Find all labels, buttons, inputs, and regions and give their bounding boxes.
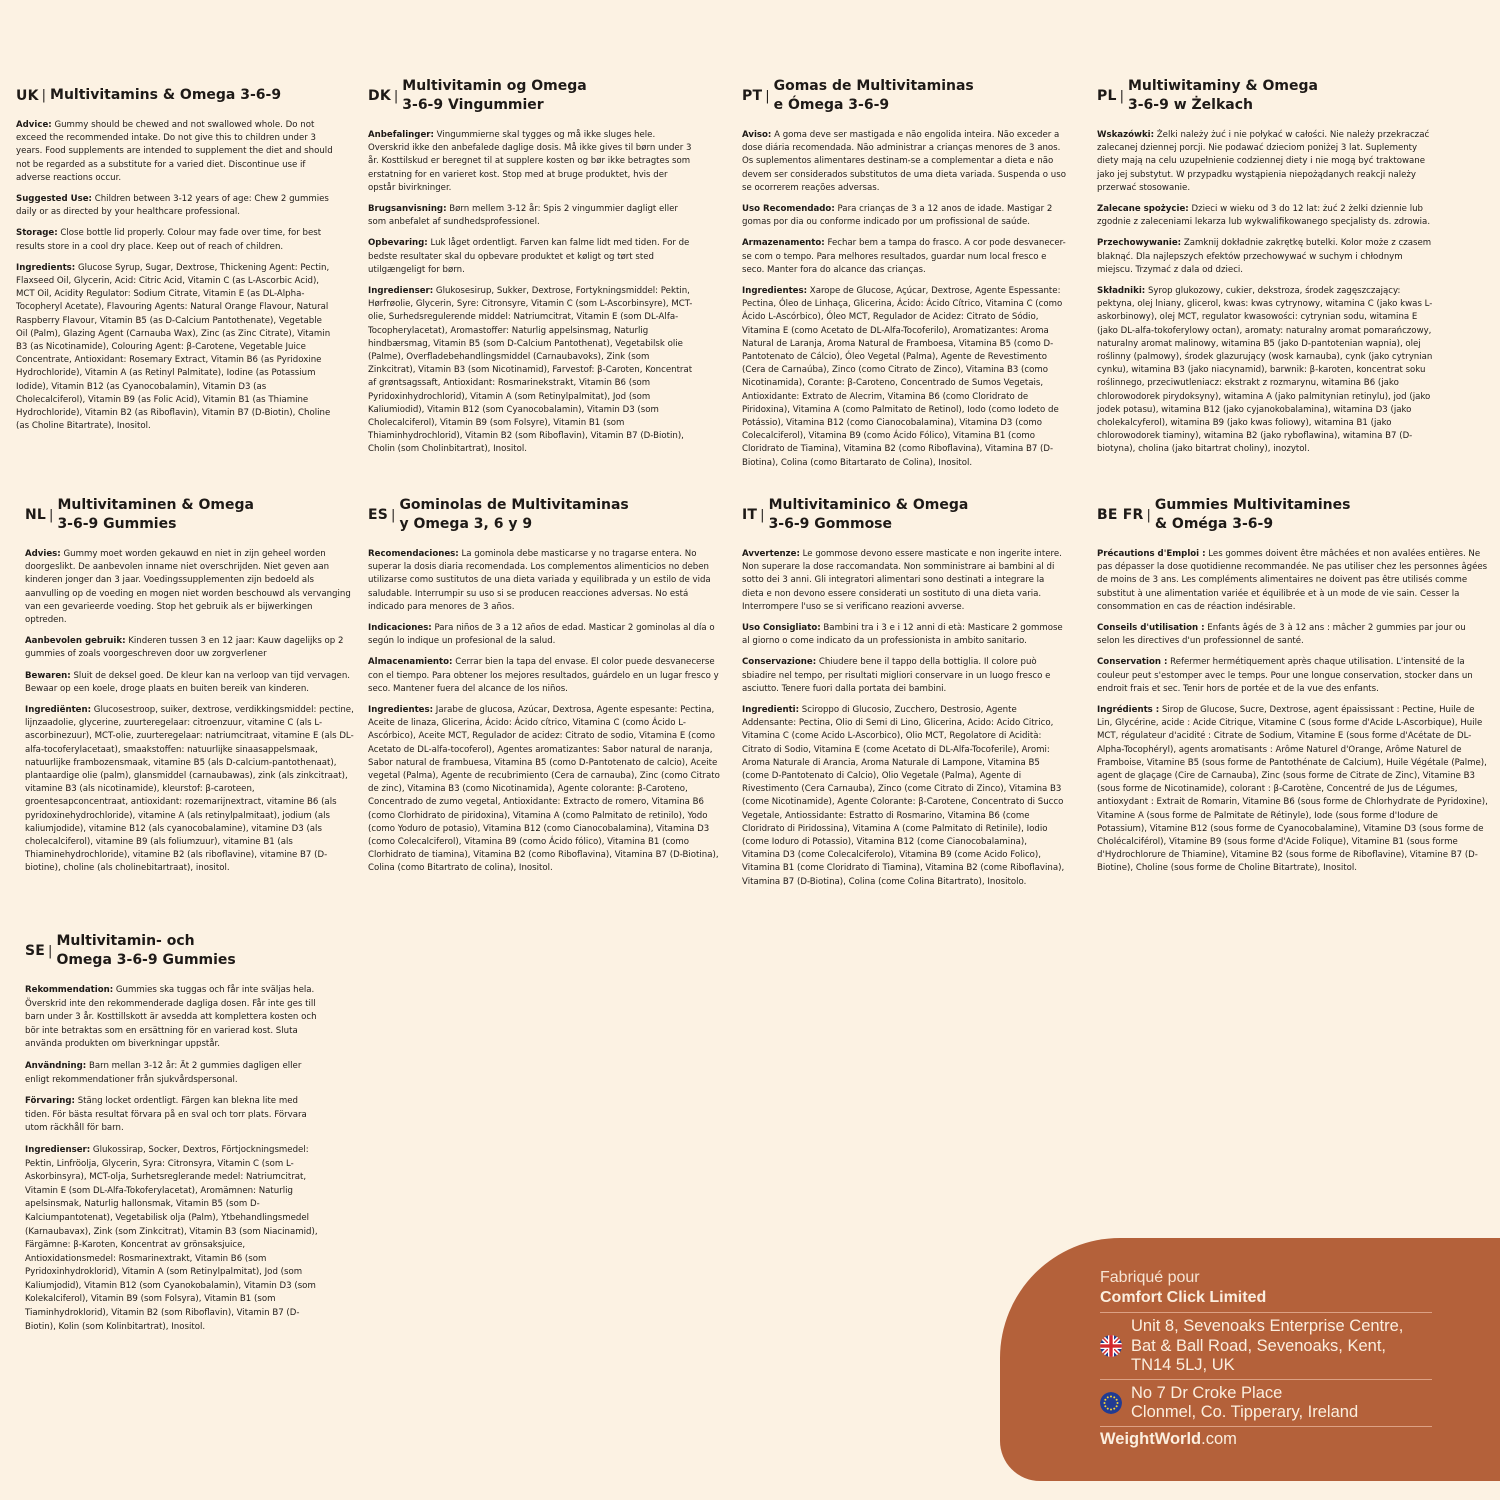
advice-paragraph: Recomendaciones: La gominola debe masticarse y no tragarse entera. No superar la dosis diaria recomendada. Los complementos alimenticios no deben utilizarse como sustitutos de una dieta variada y equilibrada y un estilo de vida saludable. Interrumpir su uso si se producen reacciones adversas. No está indicado para menores de 3 años.	[368, 549, 711, 612]
section-header: PT | Gomas de Multivitaminas e Ómega 3-6-9	[742, 78, 974, 113]
usage-paragraph: Uso Recomendado: Para crianças de 3 a 12 anos de idade. Mastigar 2 gomas por dia ou conforme indicado por um profissional de saúde.	[742, 204, 1053, 228]
section-uk	[16, 86, 336, 441]
ingredients-paragraph: Ingredientes: Jarabe de glucosa, Azúcar, Dextrosa, Agente espesante: Pectina, Aceite de linaza, Glicerina, Ácido: Ácido cítrico, Vitamina C (como Ácido L-Ascórbico), Aceite MCT, Regulador de acidez: Citrato de sodio, Vitamina E (como Acetato de DL-alfa-tocoferol), Agentes aromatizantes: Sabor natural de naranja, Sabor natural de frambuesa, Vitamina B5 (como D-Pantotenato de calcio), Aceite vegetal (Palma), Agente de recubrimiento (Cera de carnauba), Zinc (como Citrato de zinc), Vitamina B3 (como Nicotinamida), Agente colorante: β-Caroteno, Concentrado de zumo vegetal, Antioxidante: Extracto de romero, Vitamina B6 (como Clorhidrato de piridoxina), Vitamina A (como Palmitato de retinilo), Yodo (como Yoduro de potasio), Vitamina B12 (como Cianocobalamina), Vitamina D3 (como Colecalciferol), Vitamina B9 (como Ácido fólico), Vitamina B1 (como Clorhidrato de tiamina), Vitamina B2 (como Riboflavina), Vitamina B7 (D-Biotina), Colina (como Bitartrato de colina), Inositol.	[368, 705, 720, 874]
advice-paragraph: Aviso: A goma deve ser mastigada e não engolida inteira. Não exceder a dose diária recomendada. Não administrar a crianças menores de 3 anos. Os suplementos alimentares destinam-se a complementar a dieta e não devem ser considerados substitutos de uma dieta variada. Suspenda o uso se ocorrerem reações adversas.	[742, 130, 1066, 193]
website-link[interactable]	[1100, 1430, 1432, 1449]
usage-paragraph: Aanbevolen gebruik: Kinderen tussen 3 en 12 jaar: Kauw dagelijks op 2 gummies of zoals voorgeschreven door uw zorgverlener	[25, 636, 344, 660]
ingredients-paragraph: Składniki: Syrop glukozowy, cukier, dekstroza, środek zagęszczający: pektyna, olej lniany, glicerol, kwas: kwas cytrynowy, witamina C (jako kwas L-askorbinowy), olej MCT, regulator kwasowości: cytrynian sodu, witamina E (jako DL-alfa-tokoferylowy octan), aromaty: naturalny aromat pomarańczowy, naturalny aromat malinowy, witamina B5 (jako D-pantotenian wapnia), olej roślinny (palmowy), środek glazurujący (wosk karnauba), cynk (jako cytrynian cynku), witamina B3 (jako niacynamid), barwnik: β-karoten, koncentrat soku roślinnego, przeciwutleniacz: ekstrakt z rozmarynu, witamina B6 (jako chlorowodorek pirydoksyny), witamina A (jako palmitynian retinylu), jod (jako jodek potasu), witamina B12 (jako cyjanokobalamina), witamina D3 (jako cholekalcyferol), witamina B9 (jako kwas foliowy), witamina B1 (jako chlorowodorek tiaminy), witamina B2 (jako ryboflawina), witamina B7 (D-biotyna), cholina (jako bitartrat choliny), inozytol.	[1097, 286, 1433, 455]
storage-paragraph: Conservazione: Chiudere bene il tappo della bottiglia. Il colore può sbiadire nel tempo, per risultati migliori conservare in un luogo fresco e asciutto. Tenere fuori dalla portata dei bambini.	[742, 657, 1051, 694]
section-be-fr	[1097, 496, 1489, 884]
address-line: Unit 8, Sevenoaks Enterprise Centre,	[1131, 1317, 1404, 1335]
language-code: SE	[25, 943, 46, 959]
advice-paragraph: Advice: Gummy should be chewed and not swallowed whole. Do not exceed the recommended intake. Do not give this to children under 3 years. Food supplements are intended to supplement the diet and should not be regarded as a substitute for a varied diet. Discontinue use if adverse reactions occur.	[16, 120, 333, 183]
language-code: BE FR	[1097, 507, 1144, 523]
ingredients-paragraph: Ingredienser: Glukosesirup, Sukker, Dextrose, Fortykningsmiddel: Pektin, Hørfrøolie, Glycerin, Syre: Citronsyre, Vitamin C (som L-Ascorbinsyre), MCT-olie, Surhedsregulerende middel: Natriumcitrat, Vitamin E (som DL-Alfa-Tocopherylacetat), Aromastoffer: Naturlig appelsinsmag, Naturlig hindbærsmag, Vitamin B5 (som D-Calcium Pantothenat), Vegetabilsk olie (Palme), Overfladebehandlingsmiddel (Carnaubavoks), Zink (som Zinkcitrat), Vitamin B3 (som Nicotinamid), Farvestof: β-Caroten, Koncentrat af grøntsagssaft, Antioxidant: Rosmarinekstrakt, Vitamin B6 (som Pyridoxinhydrochlorid), Vitamin A (som Retinylpalmitat), Jod (som Kaliumiodid), Vitamin B12 (som Cyanocobalamin), Vitamin D3 (som Cholecalciferol), Vitamin B9 (som Folsyre), Vitamin B1 (som Thiaminhydrochlorid), Vitamin B2 (som Riboflavin), Vitamin B7 (D-Biotin), Cholin (som Cholinbitartrat), Inositol.	[368, 286, 693, 455]
ingredients-paragraph: Ingrédients : Sirop de Glucose, Sucre, Dextrose, agent épaississant : Pectine, Huile de Lin, Glycérine, acide : Acide Citrique, Vitamine C (sous forme d'Acide L-Ascorbique), Huile MCT, régulateur d'acidité : Citrate de Sodium, Vitamine E (sous forme d'Acétate de DL-Alpha-Tocophéryl), agents aromatisants : Arôme Naturel d'Orange, Arôme Naturel de Framboise, Vitamine B5 (sous forme de Pantothénate de Calcium), Huile Végétale (Palme), agent de glaçage (Cire de Carnauba), Zinc (sous forme de Citrate de Zinc), Vitamine B3 (sous forme de Nicotinamide), colorant : β-Carotène, Concentré de Jus de Légumes, antioxydant : Extrait de Romarin, Vitamine B6 (sous forme de Chlorhydrate de Pyridoxine), Vitamine A (sous forme de Palmitate de Rétinyle), Iode (sous forme d'Iodure de Potassium), Vitamine B12 (sous forme de Cyanocobalamine), Vitamine D3 (sous forme de Cholécalciférol), Vitamine B9 (sous forme d'Acide Folique), Vitamine B1 (sous forme d'Hydrochlorure de Thiamine), Vitamine B2 (sous forme de Riboflavine), Vitamine B7 (D-Biotine), Choline (sous forme de Choline Bitartrate), Inositol.	[1097, 705, 1488, 874]
website-brand: WeightWorld	[1100, 1429, 1202, 1448]
section-title	[50, 86, 281, 105]
section-header: SE | Multivitamin- och Omega 3-6-9 Gummies	[25, 933, 236, 968]
section-header: ES | Gominolas de Multivitaminas y Omega 3, 6 y 9	[368, 497, 629, 532]
section-header: PL | Multiwitaminy & Omega 3-6-9 w Żelkach	[1097, 78, 1318, 113]
section-it	[742, 496, 1067, 897]
usage-paragraph: Zalecane spożycie: Dzieci w wieku od 3 do 12 lat: żuć 2 żelki dziennie lub zgodnie z zaleceniami lekarza lub wykwalifikowanego specjalisty ds. zdrowia.	[1097, 204, 1431, 228]
title-line: Gomas de Multivitaminas	[773, 78, 974, 94]
section-header: DK | Multivitamin og Omega 3-6-9 Vingummier	[368, 78, 587, 113]
advice-paragraph: Avvertenze: Le gommose devono essere masticate e non ingerite intere. Non superare la dose raccomandata. Non somministrare ai bambini al di sotto dei 3 anni. Gli integratori alimentari sono destinati a integrare la dieta e non devono essere considerati un sostituto di una dieta varia. Interrompere l'uso se si verificano reazioni avverse.	[742, 549, 1062, 612]
storage-paragraph: Förvaring: Stäng locket ordentligt. Färgen kan blekna lite med tiden. För bästa resultat förvara på en sval och torr plats. Förvara utom räckhåll för barn.	[25, 1096, 307, 1134]
address-line: No 7 Dr Croke Place	[1131, 1383, 1283, 1402]
title-line: & Oméga 3-6-9	[1154, 516, 1274, 532]
section-title	[402, 77, 586, 115]
usage-paragraph: Indicaciones: Para niños de 3 a 12 años de edad. Masticar 2 gominolas al día o según lo indique un profesional de la salud.	[368, 623, 715, 647]
usage-paragraph: Användning: Barn mellan 3-12 år: Ät 2 gummies dagligen eller enligt rekommendationer från sjukvårdspersonal.	[25, 1060, 302, 1085]
usage-paragraph: Uso Consigliato: Bambini tra i 3 e i 12 anni di età: Masticare 2 gommose al giorno o come indicato da un professionista in ambito sanitario.	[742, 623, 1063, 647]
address-line: Clonmel, Co. Tipperary, Ireland	[1131, 1403, 1359, 1421]
section-title	[1128, 77, 1318, 115]
title-line: 3-6-9 w Żelkach	[1127, 97, 1253, 113]
title-line: Gummies Multivitamines	[1154, 497, 1351, 513]
section-header: BE FR | Gummies Multivitamines & Oméga 3-6-9	[1097, 497, 1351, 532]
section-header: UK | Multivitamins & Omega 3-6-9	[16, 87, 282, 104]
title-line: Multivitamin- och	[56, 933, 195, 949]
title-line: 3-6-9 Vingummier	[402, 97, 544, 113]
section-title	[774, 77, 974, 115]
uk-flag-icon	[1100, 1335, 1122, 1357]
section-se	[25, 932, 325, 1342]
title-line: e Ómega 3-6-9	[773, 97, 890, 113]
storage-paragraph: Armazenamento: Fechar bem a tampa do frasco. A cor pode desvanecer-se com o tempo. Para melhores resultados, guardar num local fresco e seco. Manter fora do alcance das crianças.	[742, 238, 1066, 275]
eu-address	[1100, 1380, 1432, 1426]
advice-paragraph: Advies: Gummy moet worden gekauwd en niet in zijn geheel worden doorgeslikt. De aanbevolen inname niet overschrijden. Niet geven aan kinderen jonger dan 3 jaar. Voedingssupplementen zijn bedoeld als aanvulling op de voeding en mogen niet worden beschouwd als vervanging van een gevarieerde voeding. Stop het gebruik als er bijwerkingen optreden.	[25, 549, 351, 626]
title-line: y Omega 3, 6 y 9	[399, 516, 533, 532]
section-header: NL | Multivitaminen & Omega 3-6-9 Gummies	[25, 497, 254, 532]
storage-paragraph: Opbevaring: Luk låget ordentligt. Farven kan falme lidt med tiden. For de bedste resultater skal du opbevare produktet et køligt og tørt sted utilgængeligt for børn.	[368, 238, 690, 275]
title-line: Multivitamin og Omega	[402, 78, 587, 94]
section-title	[1155, 496, 1351, 534]
language-code: PT	[742, 88, 763, 104]
usage-paragraph: Suggested Use: Children between 3-12 years of age: Chew 2 gummies daily or as directed by your healthcare professional.	[16, 194, 329, 218]
eu-address-text	[1131, 1384, 1358, 1423]
section-dk	[368, 77, 693, 465]
storage-paragraph: Storage: Close bottle lid properly. Colour may fade over time, for best results store in a cool dry place. Keep out of reach of children.	[16, 228, 322, 252]
usage-paragraph: Brugsanvisning: Børn mellem 3-12 år: Spis 2 vingummier dagligt eller som anbefalet af sundhedsprofessionel.	[368, 204, 678, 228]
section-title	[56, 932, 235, 970]
section-pt	[742, 77, 1067, 478]
title-line: 3-6-9 Gommose	[768, 516, 893, 532]
manufacturer-info	[1100, 1268, 1432, 1449]
language-code: DK	[368, 88, 391, 104]
company-name: Comfort Click Limited	[1100, 1289, 1267, 1306]
address-line: Bat & Ball Road, Sevenoaks, Kent,	[1131, 1336, 1386, 1355]
ingredients-paragraph: Ingredients: Glucose Syrup, Sugar, Dextrose, Thickening Agent: Pectin, Flaxseed Oil, Glycerin, Acid: Citric Acid, Vitamin C (as L-Ascorbic Acid), MCT Oil, Acidity Regulator: Sodium Citrate, Vitamin E (as DL-Alpha-Tocopheryl Acetate), Flavouring Agents: Natural Orange Flavour, Natural Raspberry Flavour, Vitamin B5 (as D-Calcium Pantothenate), Vegetable Oil (Palm), Glazing Agent (Carnauba Wax), Zinc (as Zinc Citrate), Vitamin B3 (as Nicotinamide), Colouring Agent: β-Carotene, Vegetable Juice Concentrate, Antioxidant: Rosemary Extract, Vitamin B6 (as Pyridoxine Hydrochloride), Vitamin A (as Retinyl Palmitate), Iodine (as Potassium Iodide), Vitamin B12 (as Cyanocobalamin), Vitamin D3 (as Cholecalciferol), Vitamin B9 (as Folic Acid), Vitamin B1 (as Thiamine Hydrochloride), Vitamin B2 (as Riboflavin), Vitamin B7 (D-Biotin), Choline (as Choline Bitartrate), Inositol.	[16, 262, 331, 432]
storage-paragraph: Almacenamiento: Cerrar bien la tapa del envase. El color puede desvanecerse con el tiempo. Para obtener los mejores resultados, guárdelo en un lugar fresco y seco. Mantener fuera del alcance de los niños.	[368, 657, 719, 694]
title-line: Multivitaminen & Omega	[57, 497, 254, 513]
section-es	[368, 496, 723, 884]
language-code: IT	[742, 507, 758, 523]
section-header: IT | Multivitaminico & Omega 3-6-9 Gommose	[742, 497, 969, 532]
storage-paragraph: Przechowywanie: Zamknij dokładnie zakrętkę butelki. Kolor może z czasem blaknąć. Dla najlepszych efektów przechowywać w suchym i chłodnym miejscu. Trzymać z dala od dzieci.	[1097, 238, 1432, 275]
eu-flag-icon	[1100, 1392, 1122, 1414]
title-line: Omega 3-6-9 Gummies	[56, 952, 236, 968]
language-code: NL	[25, 507, 47, 523]
advice-paragraph: Wskazówki: Żelki należy żuć i nie połykać w całości. Nie należy przekraczać zalecanej dziennej porcji. Nie podawać dzieciom poniżej 3 lat. Suplementy diety mają na celu uzupełnienie codziennej diety i nie mogą być traktowane jako jej substytut. W przypadku wystąpienia niepożądanych reakcji należy przerwać stosowanie.	[1097, 130, 1430, 193]
uk-address-text	[1131, 1317, 1403, 1376]
ingredients-paragraph: Ingredienser: Glukossirap, Socker, Dextros, Förtjockningsmedel: Pektin, Linfröolja, Glycerin, Syra: Citronsyra, Vitamin C (som L-Askorbinsyra), MCT-olja, Surhetsreglerande medel: Natriumcitrat, Vitamin E (som DL-Alfa-Tokoferylacetat), Aromämnen: Naturlig apelsinsmak, Naturlig hallonsmak, Vitamin B5 (som D-Kalciumpantotenat), Vegetabilisk olja (Palm), Ytbehandlingsmedel (Karnaubavax), Zink (som Zinkcitrat), Vitamin B3 (som Niacinamid), Färgämne: β-Karoten, Koncentrat av grönsaksjuice, Antioxidationsmedel: Rosmarinextrakt, Vitamin B6 (som Pyridoxinhydroklorid), Vitamin A (som Retinylpalmitat), Jod (som Kaliumjodid), Vitamin B12 (som Cyanokobalamin), Vitamin D3 (som Kolekalciferol), Vitamin B9 (som Folsyra), Vitamin B1 (som Tiaminhydroklorid), Vitamin B2 (som Riboflavin), Vitamin B7 (D-Biotin), Kolin (som Kolinbitartrat), Inositol.	[25, 1144, 318, 1332]
usage-paragraph: Conseils d'utilisation : Enfants âgés de 3 à 12 ans : mâcher 2 gummies par jour ou selon les directives d'un professionnel de santé.	[1097, 623, 1466, 647]
language-code: PL	[1097, 88, 1117, 104]
title-line: Gominolas de Multivitaminas	[399, 497, 629, 513]
title-line: Multiwitaminy & Omega	[1127, 78, 1318, 94]
section-title	[399, 496, 628, 534]
advice-paragraph: Rekommendation: Gummies ska tuggas och får inte sväljas hela. Överskrid inte den rekommenderade dagliga dosen. Får inte ges till barn under 3 år. Kosttillskott är avsedda att komplettera kosten och bör inte betraktas som en ersättning för en varierad kost. Sluta använda produkten om biverkningar uppstår.	[25, 985, 317, 1050]
ingredients-paragraph: Ingredientes: Xarope de Glucose, Açúcar, Dextrose, Agente Espessante: Pectina, Óleo de Linhaça, Glicerina, Ácido: Ácido Cítrico, Vitamina C (como Ácido L-Ascórbico), Óleo MCT, Regulador de Acidez: Citrato de Sódio, Vitamina E (como Acetato de DL-Alfa-Tocoferilo), Aromatizantes: Aroma Natural de Laranja, Aroma Natural de Framboesa, Vitamina B5 (como D-Pantotenato de Cálcio), Óleo Vegetal (Palma), Agente de Revestimento (Cera de Carnaúba), Zinco (como Citrato de Zinco), Vitamina B3 (como Nicotinamida), Corante: β-Caroteno, Concentrado de Sumos Vegetais, Antioxidante: Extrato de Alecrim, Vitamina B6 (como Cloridrato de Piridoxina), Vitamina A (como Palmitato de Retinol), Iodo (como Iodeto de Potássio), Vitamina B12 (como Cianocobalamina), Vitamina D3 (como Colecalciferol), Vitamina B9 (como Ácido Fólico), Vitamina B1 (como Cloridrato de Tiamina), Vitamina B2 (como Riboflavina), Vitamina B7 (D-Biotina), Colina (como Bitartarato de Colina), Inositol.	[742, 286, 1063, 468]
advice-paragraph: Précautions d'Emploi : Les gommes doivent être mâchées et non avalées entières. Ne pas dépasser la dose quotidienne recommandée. Ne pas utiliser chez les personnes âgées de moins de 3 ans. Les compléments alimentaires ne doivent pas être utilisés comme substitut à une alimentation variée et équilibrée et à un mode de vie sain. Cesser la consommation en cas de réaction indésirable.	[1097, 549, 1488, 612]
advice-paragraph: Anbefalinger: Vingummierne skal tygges og må ikke sluges hele. Overskrid ikke den anbefalede daglige dosis. Må ikke gives til børn under 3 år. Kosttilskud er beregnet til at supplere kosten og bør ikke betragtes som erstatning for en varieret kost. Stop med at bruge produktet, hvis der opstår bivirkninger.	[368, 130, 692, 193]
ingredients-paragraph: Ingrediënten: Glucosestroop, suiker, dextrose, verdikkingsmiddel: pectine, lijnzaadolie, glycerine, zuurteregelaar: citroenzuur, vitamine C (als L-ascorbinezuur), MCT-olie, zuurteregelaar: natriumcitraat, vitamine E (als DL-alfa-tocoferylacetaat), smaakstoffen: natuurlijke sinaasappelsmaak, natuurlijke frambozensmaak, vitamine B5 (als D-calcium-pantothenaat), plantaardige olie (palm), glansmiddel (carnaubawas), zink (als zinkcitraat), vitamine B3 (als nicotinamide), kleurstof: β-caroteen, groentesapconcentraat, antioxidant: rozemarijnextract, vitamine B6 (als pyridoxinehydrochloride), vitamine A (als retinylpalmitaat), jodium (als kaliumjodide), vitamine B12 (als cyanocobalamine), vitamine D3 (als cholecalciferol), vitamine B9 (als foliumzuur), vitamine B1 (als Thiaminehydrochloride), vitamine B2 (als riboflavine), vitamine B7 (D-biotine), choline (als cholinebitartraat), inositol.	[25, 705, 354, 874]
title-line: Multivitaminico & Omega	[768, 497, 969, 513]
manufacturer-card	[1000, 1238, 1500, 1481]
section-nl	[25, 496, 355, 884]
section-pl	[1097, 77, 1437, 465]
language-code: UK	[16, 87, 39, 104]
storage-paragraph: Bewaren: Sluit de deksel goed. De kleur kan na verloop van tijd vervagen. Bewaar op een koele, droge plaats en buiten bereik van kinderen.	[25, 670, 351, 694]
title-line: Multivitamins & Omega 3-6-9	[50, 87, 282, 103]
storage-paragraph: Conservation : Refermer hermétiquement après chaque utilisation. L'intensité de la couleur peut s'estomper avec le temps. Pour une longue conservation, stocker dans un endroit frais et sec. Tenir hors de portée et de la vue des enfants.	[1097, 657, 1473, 694]
section-title	[769, 496, 969, 534]
divider	[1100, 1426, 1432, 1427]
language-code: ES	[368, 507, 389, 523]
made-for-label: Fabriqué pour	[1100, 1269, 1200, 1286]
website-domain: .com	[1201, 1429, 1237, 1448]
uk-address	[1100, 1313, 1432, 1379]
section-title	[57, 496, 253, 534]
address-line: TN14 5LJ, UK	[1131, 1356, 1235, 1374]
title-line: 3-6-9 Gummies	[57, 516, 177, 532]
ingredients-paragraph: Ingredienti: Sciroppo di Glucosio, Zucchero, Destrosio, Agente Addensante: Pectina, Olio di Semi di Lino, Glicerina, Acido: Acido Citrico, Vitamina C (come Acido L-Ascorbico), Olio MCT, Regolatore di Acidità: Citrato di Sodio, Vitamina E (come Acetato di DL-Alfa-Tocoferile), Aromi: Aroma Naturale di Arancia, Aroma Naturale di Lampone, Vitamina B5 (come D-Pantotenato di Calcio), Olio Vegetale (Palma), Agente di Rivestimento (Cera Carnauba), Zinco (come Citrato di Zinco), Vitamina B3 (come Nicotinamide), Agente Colorante: β-Carotene, Concentrato di Succo Vegetale, Antiossidante: Estratto di Rosmarino, Vitamina B6 (come Cloridrato di Piridossina), Vitamina A (come Palmitato di Retinile), Iodio (come Ioduro di Potassio), Vitamina B12 (come Cianocobalamina), Vitamina D3 (come Colecalciferolo), Vitamina B9 (come Acido Folico), Vitamina B1 (come Cloridrato di Tiamina), Vitamina B2 (come Riboflavina), Vitamina B7 (D-Biotina), Colina (come Colina Bitartrato), Inositolo.	[742, 705, 1065, 887]
